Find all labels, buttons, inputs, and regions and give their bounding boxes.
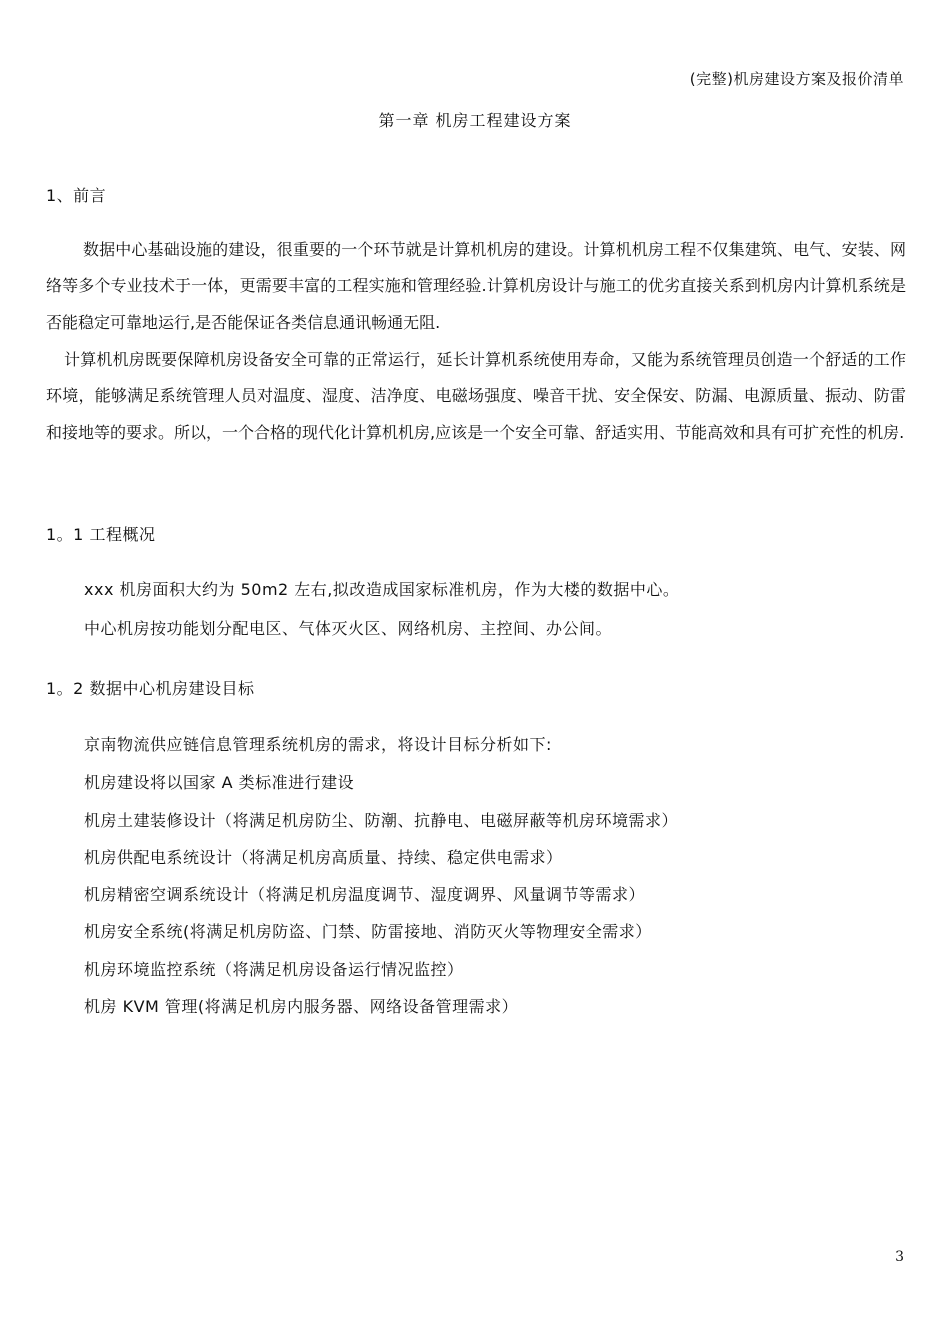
overview-line: xxx 机房面积大约为 50m2 左右,拟改造成国家标准机房，作为大楼的数据中心。 — [84, 580, 680, 599]
overview-line: 中心机房按功能划分配电区、气体灭火区、网络机房、主控间、办公间。 — [84, 619, 613, 638]
goals-intro-line: 京南物流供应链信息管理系统机房的需求，将设计目标分析如下: — [84, 735, 552, 754]
goal-item: 机房环境监控系统（将满足机房设备运行情况监控） — [84, 960, 464, 979]
section-heading-overview: 1。1 工程概况 — [46, 525, 156, 544]
running-header: (完整)机房建设方案及报价清单 — [689, 70, 904, 88]
goal-item: 机房建设将以国家 A 类标准进行建设 — [84, 773, 355, 792]
section-heading-preface: 1、前言 — [46, 186, 107, 205]
preface-paragraph-1: 数据中心基础设施的建设，很重要的一个环节就是计算机机房的建设。计算机机房工程不仅集建筑、电气、安装、网络等多个专业技术于一体，更需要丰富的工程实施和管理经验.计算机房设计与施工的优劣直接关系到机房内计算机系统是否能稳定可靠地运行,是否能保证各类信息通讯畅通无阻. — [46, 240, 906, 332]
preface-paragraph-2: 计算机机房既要保障机房设备安全可靠的正常运行，延长计算机系统使用寿命，又能为系统管理员创造一个舒适的工作环境，能够满足系统管理人员对温度、湿度、洁净度、电磁场强度、噪音干扰、安全保安、防漏、电源质量、振动、防雷和接地等的要求。所以，一个合格的现代化计算机机房,应该是一个安全可靠、舒适实用、节能高效和具有可扩充性的机房. — [46, 350, 906, 442]
section-heading-goals: 1。2 数据中心机房建设目标 — [46, 679, 255, 698]
chapter-title: 第一章 机房工程建设方案 — [378, 111, 572, 130]
goal-item: 机房土建装修设计（将满足机房防尘、防潮、抗静电、电磁屏蔽等机房环境需求） — [84, 811, 679, 830]
goal-item: 机房精密空调系统设计（将满足机房温度调节、湿度调界、风量调节等需求） — [84, 885, 646, 904]
page-number: 3 — [895, 1249, 904, 1265]
goal-item: 机房安全系统(将满足机房防盗、门禁、防雷接地、消防灭火等物理安全需求） — [84, 922, 652, 941]
goal-item: 机房供配电系统设计（将满足机房高质量、持续、稳定供电需求） — [84, 848, 563, 867]
goal-item: 机房 KVM 管理(将满足机房内服务器、网络设备管理需求） — [84, 997, 519, 1016]
